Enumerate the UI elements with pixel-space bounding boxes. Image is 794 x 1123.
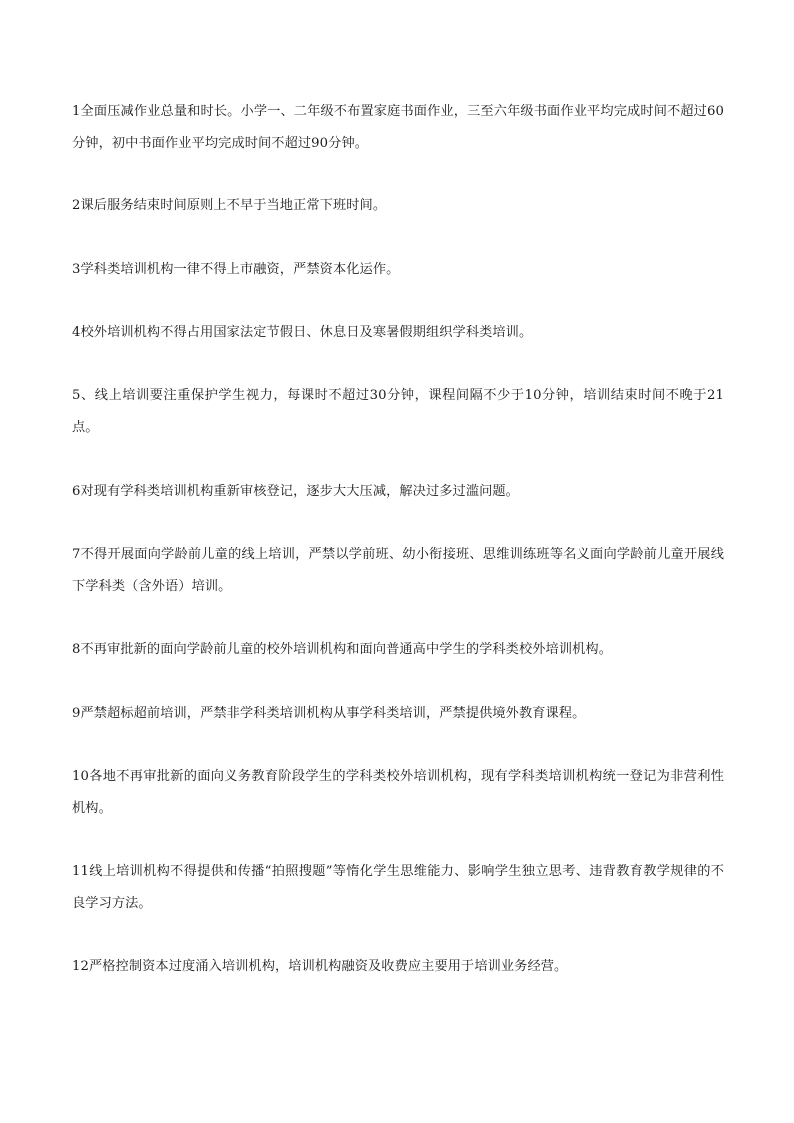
document-paragraph-8: 8不再审批新的面向学龄前儿童的校外培训机构和面向普通高中学生的学科类校外培训机构。: [72, 642, 612, 657]
document-paragraph-2: 2课后服务结束时间原则上不早于当地正常下班时间。: [72, 198, 387, 213]
document-paragraph-7: 7不得开展面向学龄前儿童的线上培训，严禁以学前班、幼小衔接班、思维训练班等名义面向学龄前儿童开展线下学科类（含外语）培训。: [72, 547, 724, 594]
document-paragraph-4: 4校外培训机构不得占用国家法定节假日、休息日及寒暑假期组织学科类培训。: [72, 325, 533, 340]
document-paragraph-1: 1全面压减作业总量和时长。小学一、二年级不布置家庭书面作业，三至六年级书面作业平均完成时间不超过60分钟，初中书面作业平均完成时间不超过90分钟。: [72, 104, 724, 151]
document-paragraph-3: 3学科类培训机构一律不得上市融资，严禁资本化运作。: [72, 262, 400, 277]
document-paragraph-9: 9严禁超标超前培训，严禁非学科类培训机构从事学科类培训，严禁提供境外教育课程。: [72, 706, 586, 721]
document-paragraph-12: 12严格控制资本过度涌入培训机构，培训机构融资及收费应主要用于培训业务经营。: [72, 959, 568, 974]
document-paragraph-10: 10各地不再审批新的面向义务教育阶段学生的学科类校外培训机构，现有学科类培训机构统一登记为非营利性机构。: [72, 769, 724, 816]
document-paragraph-5: 5、线上培训要注重保护学生视力，每课时不超过30分钟，课程间隔不少于10分钟，培训结束时间不晚于21点。: [72, 388, 724, 435]
document-paragraph-6: 6对现有学科类培训机构重新审核登记，逐步大大压减，解决过多过滥问题。: [72, 484, 519, 499]
document-paragraph-11: 11线上培训机构不得提供和传播“拍照搜题”等惰化学生思维能力、影响学生独立思考、违背教育教学规律的不良学习方法。: [72, 864, 724, 911]
